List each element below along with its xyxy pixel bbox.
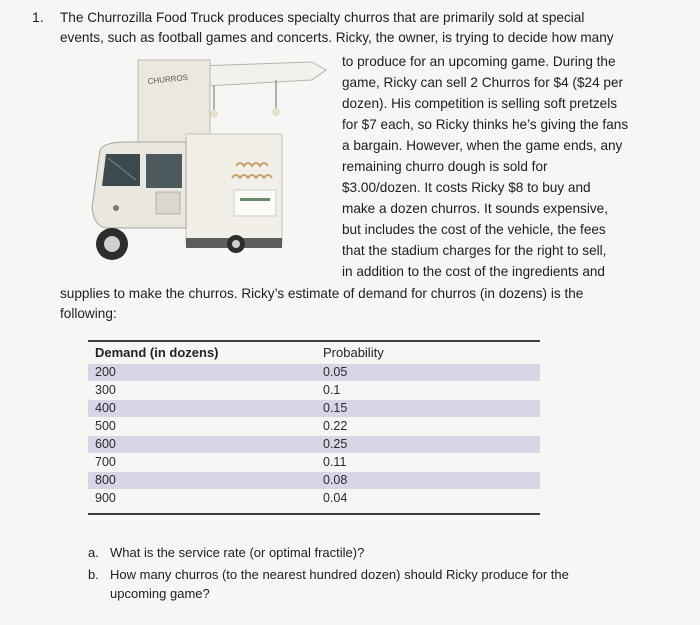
demand-cell: 600	[95, 437, 116, 451]
subquestion-a-text: What is the service rate (or optimal fractile)?	[110, 545, 365, 560]
question-line-8: remaining churro dough is sold for	[342, 159, 548, 174]
subquestion-b-letter: b.	[88, 567, 99, 582]
header-probability: Probability	[323, 345, 384, 360]
question-line-4: game, Ricky can sell 2 Churros for $4 ($24 per	[342, 75, 624, 90]
table-row	[88, 436, 540, 453]
question-line-2: events, such as football games and concerts. Ricky, the owner, is trying to decide how many	[60, 30, 614, 45]
table-bottom-rule	[88, 513, 540, 515]
probability-cell: 0.22	[323, 419, 348, 433]
demand-cell: 700	[95, 455, 116, 469]
demand-cell: 400	[95, 401, 116, 415]
demand-cell: 200	[95, 365, 116, 379]
table-row	[88, 454, 540, 471]
truck-sign-text: CHURROS	[147, 72, 189, 86]
subquestion-b-text: How many churros (to the nearest hundred dozen) should Ricky produce for the	[110, 567, 569, 582]
question-line-12: that the stadium charges for the right to sell,	[342, 243, 607, 258]
question-line-13: in addition to the cost of the ingredients and	[342, 264, 605, 279]
question-number: 1.	[32, 9, 44, 25]
demand-cell: 800	[95, 473, 116, 487]
question-line-7: a bargain. However, when the game ends, any	[342, 138, 623, 153]
question-line-10: make a dozen churros. It sounds expensive,	[342, 201, 608, 216]
churro-truck-image	[86, 58, 336, 270]
probability-cell: 0.05	[323, 365, 348, 379]
probability-cell: 0.11	[323, 455, 347, 469]
question-line-1: The Churrozilla Food Truck produces specialty churros that are primarily sold at special	[60, 10, 585, 25]
subquestion-b-text-continued: upcoming game?	[110, 586, 210, 601]
table-row	[88, 490, 540, 507]
question-line-6: for $7 each, so Ricky thinks he’s giving the fans	[342, 117, 629, 132]
table-row	[88, 400, 540, 417]
demand-cell: 900	[95, 491, 116, 505]
table-row	[88, 382, 540, 399]
subquestion-a-letter: a.	[88, 545, 99, 560]
question-line-5: dozen). His competition is selling soft pretzels	[342, 96, 618, 111]
probability-cell: 0.15	[323, 401, 348, 415]
table-row	[88, 364, 540, 381]
probability-cell: 0.25	[323, 437, 348, 451]
question-line-3: to produce for an upcoming game. During the	[342, 54, 616, 69]
question-line-11: but includes the cost of the vehicle, the fees	[342, 222, 606, 237]
question-line-15: following:	[60, 306, 117, 321]
header-demand: Demand (in dozens)	[95, 345, 219, 360]
table-row	[88, 472, 540, 489]
probability-cell: 0.08	[323, 473, 348, 487]
table-top-rule	[88, 340, 540, 342]
demand-cell: 500	[95, 419, 116, 433]
probability-cell: 0.1	[323, 383, 341, 397]
probability-cell: 0.04	[323, 491, 348, 505]
table-row	[88, 418, 540, 435]
demand-cell: 300	[95, 383, 116, 397]
question-line-14: supplies to make the churros. Ricky’s estimate of demand for churros (in dozens) is the	[60, 286, 584, 301]
question-line-9: $3.00/dozen. It costs Ricky $8 to buy and	[342, 180, 591, 195]
